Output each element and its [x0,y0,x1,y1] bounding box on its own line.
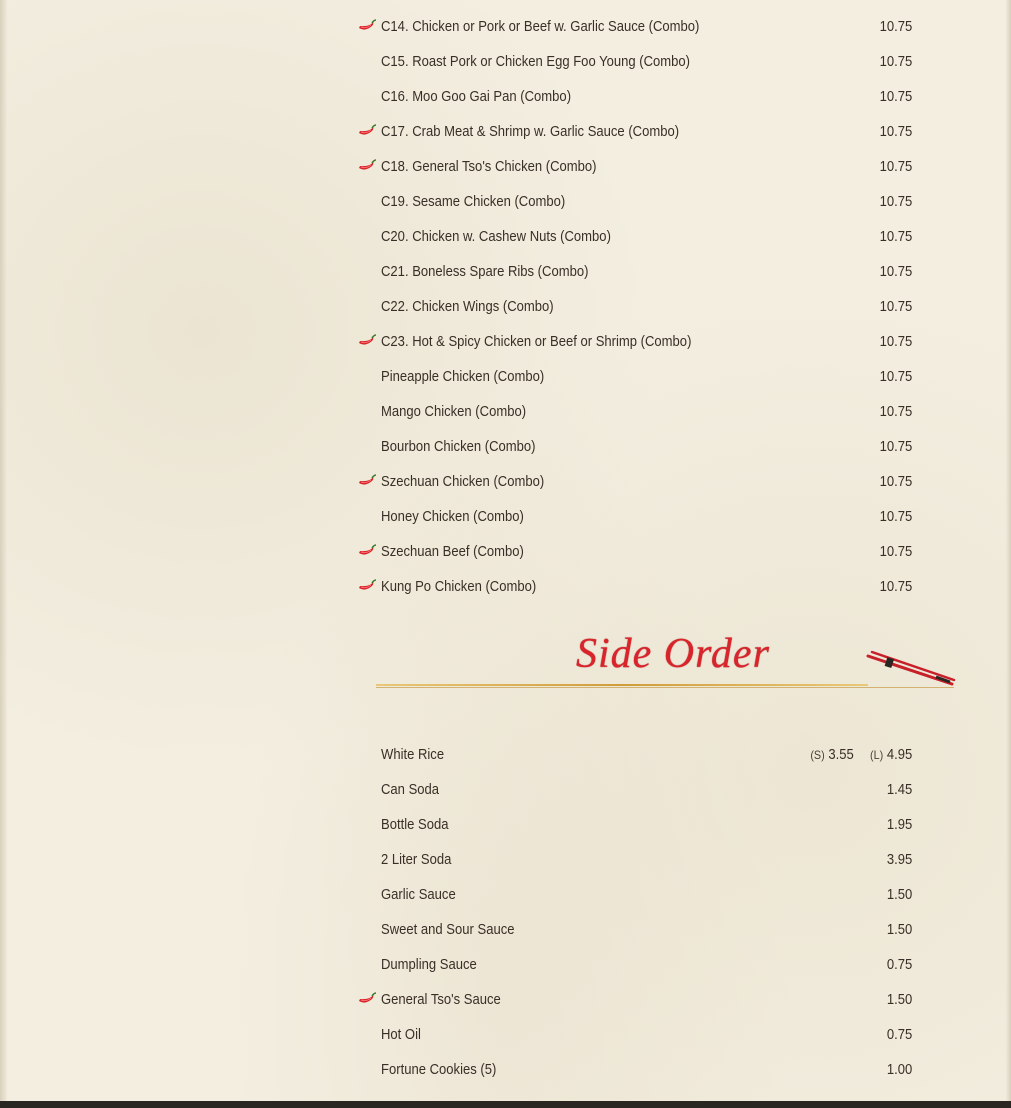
item-name: Hot Oil [381,1027,421,1043]
item-price: 1.50 [886,992,912,1008]
item-price: 3.95 [886,852,912,868]
item-price: 1.00 [886,1062,912,1078]
item-name: Szechuan Chicken (Combo) [381,474,545,490]
menu-item[interactable] [0,117,1011,152]
item-name: Honey Chicken (Combo) [381,509,524,525]
chili-pepper-icon [357,334,377,348]
item-name: C15. Roast Pork or Chicken Egg Foo Young (Combo) [381,54,691,70]
menu-item[interactable] [0,152,1011,187]
chili-pepper-icon [357,124,377,138]
size-small-price: 3.55 [828,747,854,763]
item-price-sizes [810,740,912,770]
bottom-bar [0,1101,1011,1108]
menu-item-white-rice[interactable] [0,740,1011,775]
item-price: 1.95 [886,817,912,833]
item-price: 10.75 [879,19,912,35]
menu-item[interactable] [0,1055,1011,1090]
side-order-header [376,630,956,694]
item-name: C21. Boneless Spare Ribs (Combo) [381,264,589,280]
menu-item[interactable] [0,12,1011,47]
item-price: 1.45 [886,782,912,798]
chili-pepper-icon [357,992,377,1006]
item-name: Can Soda [381,782,440,798]
item-name: C17. Crab Meat & Shrimp w. Garlic Sauce (Combo) [381,124,680,140]
item-price: 10.75 [879,334,912,350]
item-price: 1.50 [886,887,912,903]
item-name: C16. Moo Goo Gai Pan (Combo) [381,89,572,105]
chili-pepper-icon [357,579,377,593]
item-price: 10.75 [879,509,912,525]
menu-item[interactable] [0,292,1011,327]
menu-item[interactable] [0,915,1011,950]
size-large-price: 4.95 [886,747,912,763]
menu-item[interactable] [0,572,1011,607]
menu-item[interactable] [0,432,1011,467]
item-price: 10.75 [879,544,912,560]
menu-item[interactable] [0,362,1011,397]
item-name: C14. Chicken or Pork or Beef w. Garlic Sauce (Combo) [381,19,700,35]
menu-item[interactable] [0,880,1011,915]
item-price: 10.75 [879,89,912,105]
item-name: General Tso's Sauce [381,992,501,1008]
menu-item[interactable] [0,1020,1011,1055]
menu-item[interactable] [0,327,1011,362]
chili-pepper-icon [357,19,377,33]
menu-item[interactable] [0,222,1011,257]
item-price: 10.75 [879,439,912,455]
item-price: 10.75 [879,229,912,245]
item-name: Mango Chicken (Combo) [381,404,527,420]
chili-pepper-icon [357,159,377,173]
item-name: Kung Po Chicken (Combo) [381,579,537,595]
item-name: C23. Hot & Spicy Chicken or Beef or Shrimp (Combo) [381,334,692,350]
item-name: Szechuan Beef (Combo) [381,544,524,560]
item-price: 10.75 [879,124,912,140]
item-price: 1.50 [886,922,912,938]
menu-item[interactable] [0,82,1011,117]
menu-item[interactable] [0,257,1011,292]
item-price: 10.75 [879,54,912,70]
item-name: Garlic Sauce [381,887,456,903]
header-divider [376,684,868,686]
chopsticks-icon [866,650,956,690]
item-price: 0.75 [886,1027,912,1043]
menu-item[interactable] [0,502,1011,537]
menu-item[interactable] [0,985,1011,1020]
menu-item[interactable] [0,845,1011,880]
item-name: Fortune Cookies (5) [381,1062,497,1078]
item-price: 10.75 [879,264,912,280]
chili-pepper-icon [357,544,377,558]
menu-item[interactable] [0,775,1011,810]
item-name: C20. Chicken w. Cashew Nuts (Combo) [381,229,611,245]
item-price: 10.75 [879,194,912,210]
menu-item[interactable] [0,397,1011,432]
item-name: Bourbon Chicken (Combo) [381,439,536,455]
item-name: C18. General Tso's Chicken (Combo) [381,159,597,175]
menu-item[interactable] [0,950,1011,985]
item-price: 10.75 [879,579,912,595]
section-title: Side Order [576,631,770,677]
menu-item[interactable] [0,810,1011,845]
item-price: 10.75 [879,159,912,175]
item-name: Sweet and Sour Sauce [381,922,515,938]
menu-item[interactable] [0,537,1011,572]
menu-item[interactable] [0,47,1011,82]
item-name: 2 Liter Soda [381,852,452,868]
item-name: C22. Chicken Wings (Combo) [381,299,554,315]
item-price: 10.75 [879,369,912,385]
item-name: Dumpling Sauce [381,957,477,973]
item-price: 0.75 [886,957,912,973]
item-name: White Rice [381,747,445,763]
item-price: 10.75 [879,404,912,420]
chili-pepper-icon [357,474,377,488]
item-name: C19. Sesame Chicken (Combo) [381,194,566,210]
size-large-label: (L) [869,748,883,762]
menu-item[interactable] [0,187,1011,222]
item-price: 10.75 [879,474,912,490]
size-small-label: (S) [810,748,825,762]
item-name: Pineapple Chicken (Combo) [381,369,545,385]
menu-item[interactable] [0,467,1011,502]
item-price: 10.75 [879,299,912,315]
item-name: Bottle Soda [381,817,449,833]
